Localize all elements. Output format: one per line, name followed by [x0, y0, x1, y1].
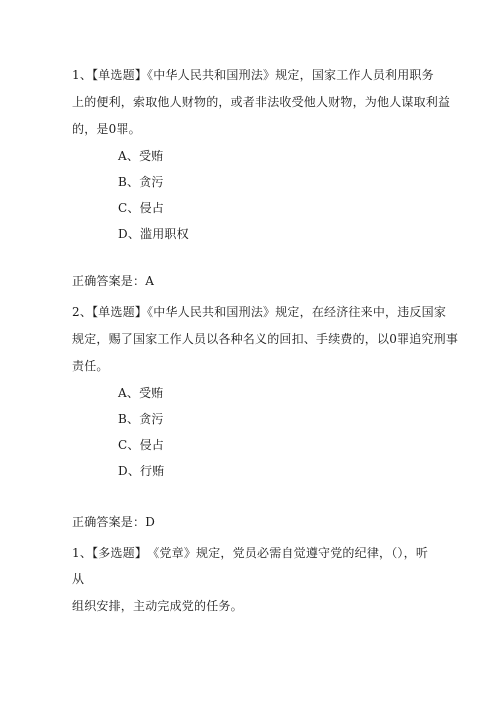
option-c: C、侵占 [118, 201, 164, 215]
question-stem-line: 规定，赐了国家工作人员以各种名义的回扣、手续费的，以0罪追究刑事 [72, 332, 459, 346]
option-d: D、滥用职权 [118, 227, 189, 241]
option-a: A、受贿 [118, 386, 164, 400]
question-stem-line: 1、【单选题】《中华人民共和国刑法》规定，国家工作人员利用职务 [72, 68, 434, 82]
question-stem-line: 2、【单选题】《中华人民共和国刑法》规定，在经济往来中，违反国家 [72, 305, 447, 319]
question-stem-line: 1、【多选题】 《党章》规定，党员必需自觉遵守党的纪律，（），听 [72, 546, 429, 560]
correct-answer: 正确答案是：D [72, 515, 156, 529]
question-stem-line: 组织安排，主动完成党的任务。 [72, 599, 243, 613]
option-b: B、贪污 [118, 175, 164, 189]
option-a: A、受贿 [118, 149, 164, 163]
correct-answer: 正确答案是：A [72, 274, 155, 288]
option-c: C、侵占 [118, 438, 164, 452]
question-stem-line: 上的便利，索取他人财物的，或者非法收受他人财物，为他人谋取利益 [72, 95, 451, 109]
question-stem-line: 从 [72, 572, 85, 586]
question-stem-line: 的，是0罪。 [72, 122, 141, 136]
question-stem-line: 责任。 [72, 359, 109, 373]
option-d: D、行贿 [118, 464, 165, 478]
option-b: B、贪污 [118, 412, 164, 426]
